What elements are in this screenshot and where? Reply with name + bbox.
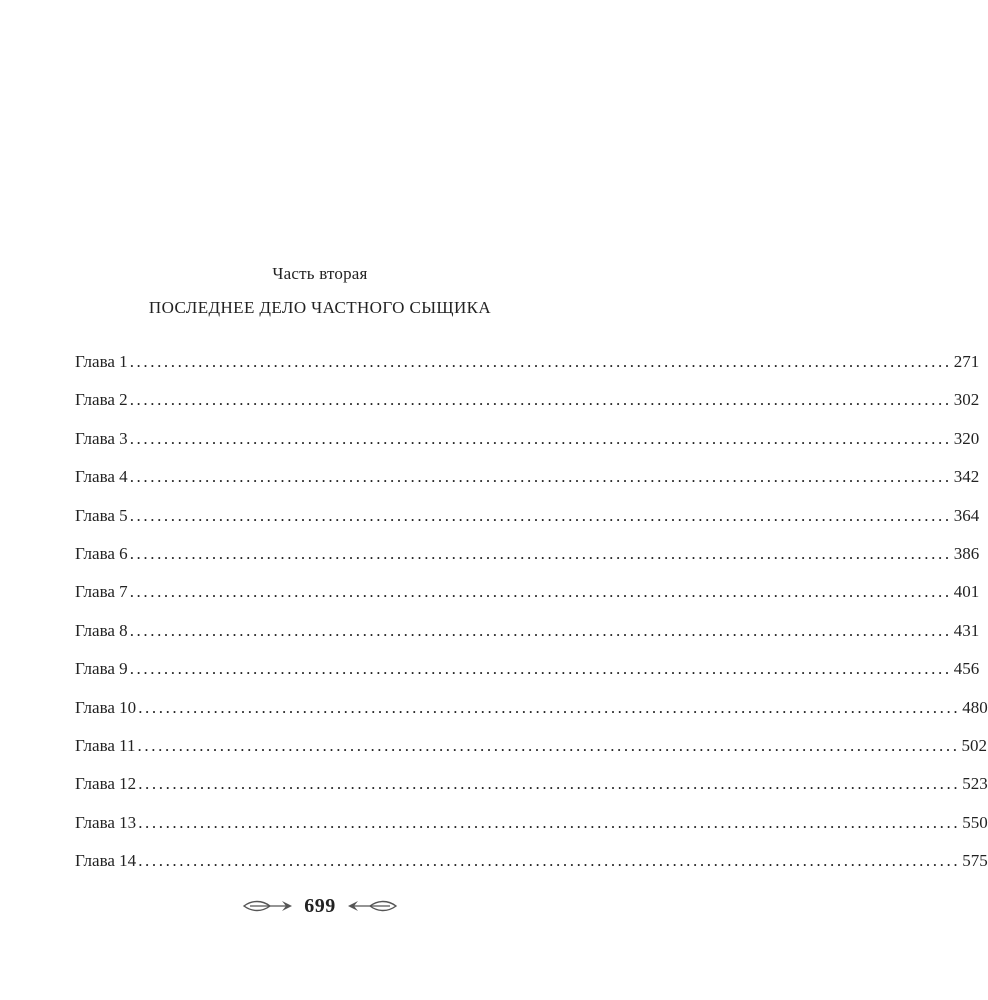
toc-chapter-label: Глава 14 [75, 851, 137, 871]
part-label: Часть вторая [272, 264, 368, 283]
toc-chapter-label: Глава 9 [75, 659, 128, 679]
toc-dot-leader: ........................................................................................................................ [129, 428, 952, 448]
toc-chapter-label: Глава 7 [75, 582, 128, 602]
toc-page-number: 480 [962, 697, 988, 717]
toc-dot-leader: ........................................................................................................................ [138, 812, 961, 832]
toc-chapter-label: Глава 5 [75, 505, 128, 525]
toc-page-number: 502 [961, 735, 988, 755]
toc-dot-leader: ........................................................................................................................ [129, 352, 952, 371]
toc-chapter-label: Глава 11 [75, 735, 136, 755]
toc-dot-leader: ........................................................................................................................ [129, 659, 952, 679]
toc-page-number: 271 [953, 352, 980, 371]
toc-dot-leader: ........................................................................................................................ [129, 467, 952, 487]
toc-chapter-label: Глава 3 [75, 428, 128, 448]
toc-row [75, 619, 980, 657]
toc-dot-leader: ........................................................................................................................ [129, 582, 952, 602]
toc-chapter-label: Глава 12 [75, 774, 137, 794]
toc-dot-leader: ........................................................................................................................ [138, 774, 961, 794]
toc-dot-leader: ........................................................................................................................ [138, 851, 961, 871]
toc-page-number: 523 [962, 774, 988, 794]
toc-row [75, 504, 980, 542]
toc-page-number: 386 [953, 543, 980, 563]
toc-page-number: 401 [953, 582, 980, 602]
toc-page-number: 550 [962, 812, 988, 832]
part-heading [0, 262, 640, 320]
toc-dot-leader: ........................................................................................................................ [129, 390, 952, 410]
toc-row [75, 849, 988, 887]
toc-page-number: 320 [953, 428, 980, 448]
toc-dot-leader: ........................................................................................................................ [138, 697, 961, 717]
toc-page-number: 342 [953, 467, 980, 487]
toc-dot-leader: ........................................................................................................................ [129, 620, 952, 640]
toc-chapter-label: Глава 1 [75, 352, 128, 371]
toc-row [75, 427, 980, 465]
toc-chapter-label: Глава 6 [75, 543, 128, 563]
toc-chapter-label: Глава 10 [75, 697, 137, 717]
toc-row [75, 388, 980, 426]
toc-page-number: 302 [953, 390, 980, 410]
toc-dot-leader: ........................................................................................................................ [137, 735, 960, 755]
toc-row [75, 657, 980, 695]
part-title: ПОСЛЕДНЕЕ ДЕЛО ЧАСТНОГО СЫЩИКА [148, 298, 492, 317]
toc-row [75, 772, 988, 810]
toc-row [75, 696, 988, 734]
toc-row [75, 580, 980, 618]
toc-chapter-label: Глава 2 [75, 390, 128, 410]
toc-chapter-label: Глава 13 [75, 812, 137, 832]
toc-dot-leader: ........................................................................................................................ [129, 543, 952, 563]
page-number: 699 [304, 895, 336, 917]
toc-page-number: 456 [953, 659, 980, 679]
toc-page-number: 431 [953, 620, 980, 640]
toc-row [75, 811, 988, 849]
table-of-contents [75, 350, 988, 887]
toc-chapter-label: Глава 8 [75, 620, 128, 640]
toc-page-number: 364 [953, 505, 980, 525]
right-ornament-icon [346, 898, 398, 914]
toc-chapter-label: Глава 4 [75, 467, 128, 487]
toc-row [75, 542, 980, 580]
page-footer [0, 893, 640, 919]
toc-dot-leader: ........................................................................................................................ [129, 505, 952, 525]
toc-row [75, 465, 980, 503]
toc-row [75, 734, 988, 772]
toc-page-number: 575 [962, 851, 988, 871]
toc-row [75, 350, 980, 388]
left-ornament-icon [242, 898, 294, 914]
